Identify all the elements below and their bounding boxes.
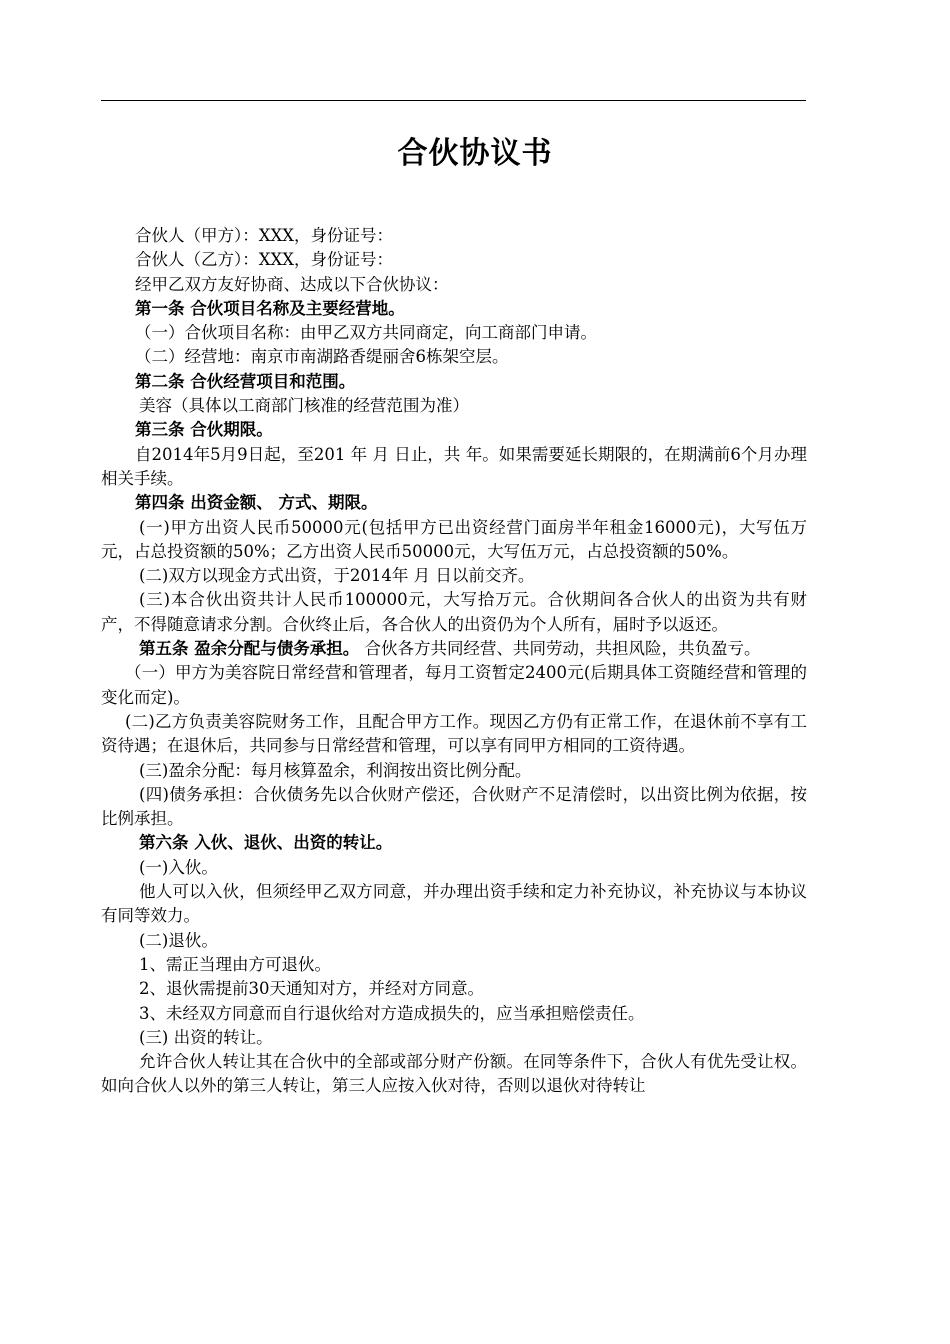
article-6-subheading-1: (一)入伙。 [139, 857, 218, 877]
article-5-item-2: (二)乙方负责美容院财务工作，且配合甲方工作。现因乙方仍有正常工作，在退休前不享有工资待遇；在退休后，共同参与日常经营和管理，可以享有同甲方相同的工资待遇。 [101, 711, 807, 756]
article-5-paragraph [101, 637, 807, 661]
article-6-item-2-1: 1、需正当理由方可退伙。 [139, 954, 331, 974]
article-6-item-3-body: 允许合伙人转让其在合伙中的全部或部分财产份额。在同等条件下，合伙人有优先受让权。如向合伙人以外的第三人转让，第三人应按入伙对待，否则以退伙对待转让 [101, 1052, 807, 1096]
preamble: 经甲乙双方友好协商、达成以下合伙协议： [135, 274, 449, 294]
article-5-item-1: （一）甲方为美容院日常经营和管理者，每月工资暂定2400元(后期具体工资随经营和管理的变化而定)。 [101, 663, 807, 707]
article-2-body: 美容（具体以工商部门核准的经营范围为准） [139, 396, 469, 416]
article-5-intro: 合伙各方共同经营、共同劳动，共担风险，共负盈亏。 [359, 639, 761, 659]
article-1-heading: 第一条 合伙项目名称及主要经营地。 [135, 298, 405, 318]
document-title: 合伙协议书 [397, 136, 553, 171]
article-4-heading: 第四条 出资金额、 方式、期限。 [135, 493, 378, 513]
article-5-item-4: (四)债务承担：合伙债务先以合伙财产偿还，合伙财产不足清偿时，以出资比例为依据，按比例承担。 [101, 784, 807, 829]
article-5-item-3: (三)盈余分配：每月核算盈余，利润按出资比例分配。 [139, 760, 532, 780]
party-a-line: 合伙人（甲方）：XXX，身份证号： [135, 226, 393, 245]
article-5-heading: 第五条 盈余分配与债务承担。 [139, 639, 360, 659]
article-6-item-2-3: 3、未经双方同意而自行退伙给对方造成损失的，应当承担赔偿责任。 [139, 1003, 645, 1023]
article-1-item-1: （一）合伙项目名称：由甲乙双方共同商定，向工商部门申请。 [135, 323, 597, 343]
party-b-line: 合伙人（乙方）：XXX，身份证号： [135, 250, 393, 270]
article-1-item-2: （二）经营地：南京市南湖路香缇丽舍6栋架空层。 [135, 347, 509, 367]
article-3-heading: 第三条 合伙期限。 [135, 420, 273, 440]
article-6-heading: 第六条 入伙、退伙、出资的转让。 [139, 833, 393, 853]
article-6-subheading-3: (三) 出资的转让。 [139, 1027, 273, 1047]
article-6-item-2-2: 2、退伙需提前30天通知对方，并经对方同意。 [139, 979, 484, 999]
article-4-item-3: (三)本合伙出资共计人民币100000元，大写拾万元。合伙期间各合伙人的出资为共有财产，不得随意请求分割。合伙终止后，各合伙人的出资仍为个人所有，届时予以返还。 [101, 590, 807, 634]
header-rule [101, 100, 806, 101]
article-3-body: 自2014年5月9日起，至201 年 月 日止，共 年。如果需要延长期限的，在期满前6个月办理相关手续。 [101, 444, 807, 488]
article-2-heading: 第二条 合伙经营项目和范围。 [135, 371, 356, 391]
article-4-item-2: (二)双方以现金方式出资，于2014年 月 日以前交齐。 [139, 566, 535, 586]
document-body [101, 224, 807, 1099]
article-6-subheading-2: (二)退伙。 [139, 930, 218, 950]
article-6-item-1-body: 他人可以入伙，但须经甲乙双方同意，并办理出资手续和定力补充协议，补充协议与本协议有同等效力。 [101, 882, 807, 926]
article-4-item-1: (一)甲方出资人民币50000元(包括甲方已出资经营门面房半年租金16000元)，大写伍万元，占总投资额的50%；乙方出资人民币50000元，大写伍万元，占总投资额的50%。 [101, 517, 807, 561]
